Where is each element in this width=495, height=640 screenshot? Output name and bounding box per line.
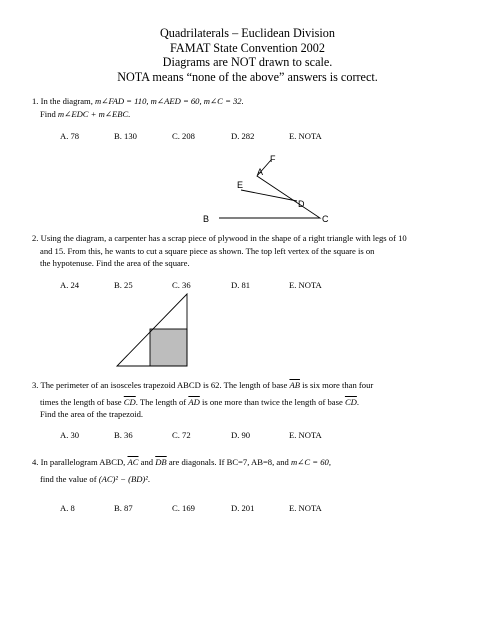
question-text: find the value of (40, 473, 97, 484)
triangle-and-extension (219, 160, 320, 218)
question-number: 3. (32, 380, 39, 390)
title: Quadrilaterals – Euclidean Division (160, 26, 335, 40)
question-number: 2. (32, 233, 39, 243)
label-d: D (298, 199, 305, 209)
question-number: 4. (32, 457, 39, 467)
choice-d: D. 282 (231, 131, 255, 141)
question-text-line-3: the hypotenuse. Find the area of the square. (40, 258, 190, 268)
label-f: F (270, 154, 276, 164)
question-1 (32, 95, 472, 120)
question-text: are diagonals. If BC=7, AB=8, and (168, 457, 289, 467)
question-text: In the diagram, (40, 96, 93, 106)
document-header (0, 26, 495, 84)
choice-e: E. NOTA (289, 503, 322, 513)
choice-c: C. 36 (172, 280, 191, 290)
choice-e: E. NOTA (289, 131, 322, 141)
question-2 (32, 232, 472, 270)
angle-c: m∠C = 60 (290, 457, 329, 467)
q1-diagram (195, 152, 340, 227)
question-text-line-3: Find the area of the trapezoid. (40, 409, 144, 419)
choice-d: D. 90 (231, 430, 251, 440)
question-text: and (140, 457, 154, 467)
choice-d: D. 81 (231, 280, 251, 290)
choice-c: C. 208 (172, 131, 195, 141)
choice-c: C. 169 (172, 503, 195, 513)
question-text: , (328, 457, 331, 467)
choice-b: B. 130 (114, 131, 137, 141)
choice-d: D. 201 (231, 503, 255, 513)
choice-c: C. 72 (172, 430, 191, 440)
segment-cd: $\overline{CD}$ (344, 396, 357, 407)
question-text: . The length of (135, 396, 187, 407)
choice-e: E. NOTA (289, 280, 322, 290)
segment-ad: $\overline{AD}$ (188, 396, 200, 407)
event-name: FAMAT State Convention 2002 (170, 40, 325, 55)
choice-a: A. 8 (60, 503, 75, 513)
choice-a: A. 78 (60, 131, 80, 141)
choice-a: A. 30 (60, 430, 80, 440)
scale-note: Diagrams are NOT drawn to scale. (162, 55, 333, 70)
choice-b: B. 25 (114, 280, 133, 290)
question-text: times the length of base (40, 396, 122, 407)
question-3 (32, 379, 472, 421)
question-text-line-1: Using the diagram, a carpenter has a scrap piece of plywood in the shape of a right triangle with legs of 10 (40, 233, 407, 243)
question-text: is six more than four (302, 380, 374, 390)
label-e: E (237, 180, 244, 190)
label-c: C (322, 214, 329, 224)
label-a: A (257, 167, 264, 177)
segment-ab: $\overline{AB}$ (289, 380, 300, 390)
question-text: is one more than twice the length of base (201, 396, 343, 407)
segment-cd: $\overline{CD}$ (123, 396, 136, 407)
question-text: . (356, 396, 360, 407)
question-number: 1. (32, 96, 39, 106)
nota-note: NOTA means “none of the above” answers is correct. (117, 69, 378, 84)
choice-b: B. 36 (114, 430, 133, 440)
segment-ed (241, 190, 297, 201)
choice-e: E. NOTA (289, 430, 322, 440)
question-text-line-2: and 15. From this, he wants to cut a square piece as shown. The top left vertex of the square is on (40, 245, 375, 256)
question-text: . (147, 473, 151, 484)
segment-ac: $\overline{AC}$ (127, 457, 139, 467)
find-label: Find (40, 108, 56, 119)
choice-b: B. 87 (114, 503, 133, 513)
segment-db: $\overline{DB}$ (155, 457, 167, 467)
question-text: The perimeter of an isosceles trapezoid ABCD is 62. The length of base (40, 380, 288, 390)
given-angles: m∠FAD = 110, m∠AED = 60, m∠C = 32. (95, 96, 244, 106)
q2-diagram (112, 292, 197, 372)
question-text: In parallelogram ABCD, (40, 457, 126, 467)
square-cutout (150, 329, 187, 366)
question-4 (32, 456, 472, 485)
choice-a: A. 24 (60, 280, 80, 290)
find-expression: m∠EDC + m∠EBC. (57, 108, 131, 119)
expression: (AC)² − (BD)² (98, 473, 148, 484)
label-b: B (203, 214, 210, 224)
